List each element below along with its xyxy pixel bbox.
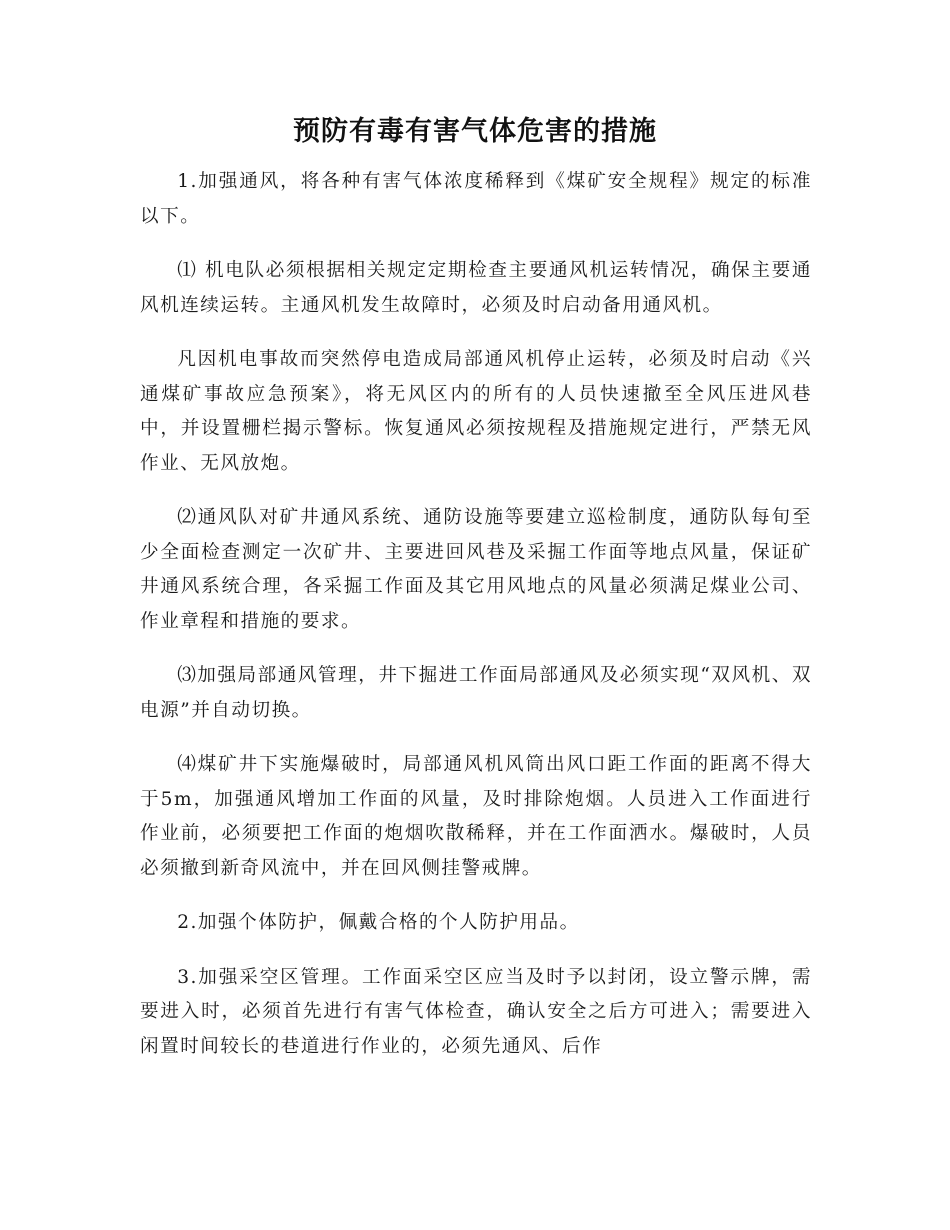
document-body — [140, 165, 812, 1084]
paragraph-8: 3.加强采空区管理。工作面采空区应当及时予以封闭，设立警示牌，需要进入时，必须首先进行有害气体检查，确认安全之后方可进入；需要进入闲置时间较长的巷道进行作业的，必须先通风、后作 — [140, 966, 812, 1057]
paragraph-1: 1.加强通风，将各种有害气体浓度稀释到《煤矿安全规程》规定的标准以下。 — [140, 171, 812, 227]
paragraph-4: ⑵通风队对矿井通风系统、通防设施等要建立巡检制度，通防队每旬至少全面检查测定一次矿井、主要进回风巷及采掘工作面等地点风量，保证矿井通风系统合理，各采掘工作面及其它用风地点的风量必须满足煤业公司、作业章程和措施的要求。 — [140, 507, 812, 632]
paragraph-3: 凡因机电事故而突然停电造成局部通风机停止运转，必须及时启动《兴通煤矿事故应急预案》，将无风区内的所有的人员快速撤至全风压进风巷中，并设置栅栏揭示警标。恢复通风必须按规程及措施规定进行，严禁无风作业、无风放炮。 — [140, 349, 812, 474]
paragraph-6: ⑷煤矿井下实施爆破时，局部通风机风筒出风口距工作面的距离不得大于5m，加强通风增加工作面的风量，及时排除炮烟。人员进入工作面进行作业前，必须要把工作面的炮烟吹散稀释，并在工作面洒水。爆破时，人员必须撤到新奇风流中，并在回风侧挂警戒牌。 — [140, 754, 812, 879]
paragraph-5: ⑶加强局部通风管理，井下掘进工作面局部通风及必须实现“双风机、双电源”并自动切换。 — [140, 665, 812, 721]
paragraph-2: ⑴ 机电队必须根据相关规定定期检查主要通风机运转情况，确保主要通风机连续运转。主通风机发生故障时，必须及时启动备用通风机。 — [140, 260, 812, 316]
paragraph-7: 2.加强个体防护，佩戴合格的个人防护用品。 — [177, 912, 580, 933]
document-title: 预防有毒有害气体危害的措施 — [293, 116, 657, 147]
